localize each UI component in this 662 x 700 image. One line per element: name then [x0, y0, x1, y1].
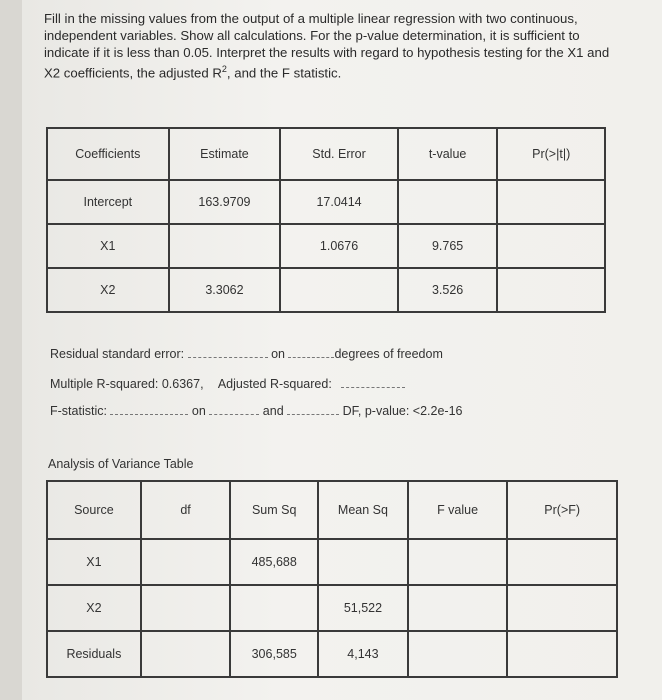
header-cell: Pr(>F): [507, 481, 617, 539]
answer-cell[interactable]: [141, 585, 231, 631]
prompt-line: independent variables. Show all calculations. For the p-value determination, it is sufficient to: [44, 28, 580, 43]
residual-se-line: [50, 347, 443, 361]
table-row: [47, 180, 605, 224]
superscript: 2: [221, 64, 227, 74]
table-row: [47, 539, 617, 585]
table-cell: X1: [47, 224, 169, 268]
anova-table: [46, 480, 618, 678]
df-blank[interactable]: [288, 347, 334, 358]
answer-cell[interactable]: [497, 224, 605, 268]
table-header-row: [47, 481, 617, 539]
f-stat-label: F-statistic:: [50, 404, 107, 418]
table-cell: 51,522: [318, 585, 408, 631]
rse-label: Residual standard error:: [50, 347, 185, 361]
table-cell: 163.9709: [169, 180, 281, 224]
table-cell: 3.3062: [169, 268, 281, 312]
header-cell: Mean Sq: [318, 481, 408, 539]
table-cell: 485,688: [230, 539, 318, 585]
answer-cell[interactable]: [507, 585, 617, 631]
prompt-line: Fill in the missing values from the output of a multiple linear regression with two continuous,: [44, 11, 578, 26]
table-cell: Residuals: [47, 631, 141, 677]
answer-cell[interactable]: [141, 539, 231, 585]
answer-cell[interactable]: [230, 585, 318, 631]
adjusted-r2-label: Adjusted R-squared:: [217, 377, 332, 391]
table-cell: 1.0676: [280, 224, 398, 268]
header-cell: Sum Sq: [230, 481, 318, 539]
table-cell: X1: [47, 539, 141, 585]
answer-cell[interactable]: [507, 539, 617, 585]
df-pvalue-text: DF, p-value: <2.2e-16: [342, 404, 463, 418]
on-text: on: [271, 347, 285, 361]
adjusted-r2-blank[interactable]: [341, 377, 405, 388]
answer-cell[interactable]: [318, 539, 408, 585]
answer-cell[interactable]: [169, 224, 281, 268]
header-cell: Pr(>|t|): [497, 128, 605, 180]
answer-cell[interactable]: [507, 631, 617, 677]
dof-label: degrees of freedom: [334, 347, 443, 361]
answer-cell[interactable]: [408, 539, 508, 585]
r-squared-line: [50, 377, 405, 391]
prompt-text: X2 coefficients, the adjusted R: [44, 65, 222, 81]
prompt-line: indicate if it is less than 0.05. Interpret the results with regard to hypothesis testing for the X1 and: [44, 45, 610, 60]
question-prompt: [44, 10, 624, 81]
anova-title: Analysis of Variance Table: [48, 457, 194, 471]
and-text: and: [262, 404, 284, 418]
table-cell: 17.0414: [280, 180, 398, 224]
table-cell: Intercept: [47, 180, 169, 224]
answer-cell[interactable]: [497, 268, 605, 312]
header-cell: Coefficients: [47, 128, 169, 180]
table-row: [47, 585, 617, 631]
table-cell: X2: [47, 585, 141, 631]
answer-cell[interactable]: [141, 631, 231, 677]
f-statistic-line: [50, 404, 463, 418]
answer-cell[interactable]: [497, 180, 605, 224]
prompt-line: [44, 61, 624, 81]
on-text: on: [191, 404, 206, 418]
answer-cell[interactable]: [280, 268, 398, 312]
header-cell: df: [141, 481, 231, 539]
answer-cell[interactable]: [408, 631, 508, 677]
table-cell: 3.526: [398, 268, 498, 312]
table-cell: 306,585: [230, 631, 318, 677]
table-header-row: [47, 128, 605, 180]
table-cell: X2: [47, 268, 169, 312]
df1-blank[interactable]: [209, 404, 259, 415]
table-cell: 4,143: [318, 631, 408, 677]
prompt-text: , and the F statistic.: [226, 65, 342, 81]
table-row: [47, 631, 617, 677]
answer-cell[interactable]: [398, 180, 498, 224]
table-cell: 9.765: [398, 224, 498, 268]
rse-blank[interactable]: [188, 347, 268, 358]
header-cell: F value: [408, 481, 508, 539]
multiple-r2-label: Multiple R-squared: 0.6367,: [50, 377, 204, 391]
df2-blank[interactable]: [287, 404, 339, 415]
table-row: [47, 224, 605, 268]
table-row: [47, 268, 605, 312]
coefficients-table: [46, 127, 606, 313]
f-stat-blank[interactable]: [110, 404, 188, 415]
answer-cell[interactable]: [408, 585, 508, 631]
header-cell: Source: [47, 481, 141, 539]
header-cell: Estimate: [169, 128, 281, 180]
header-cell: Std. Error: [280, 128, 398, 180]
header-cell: t-value: [398, 128, 498, 180]
